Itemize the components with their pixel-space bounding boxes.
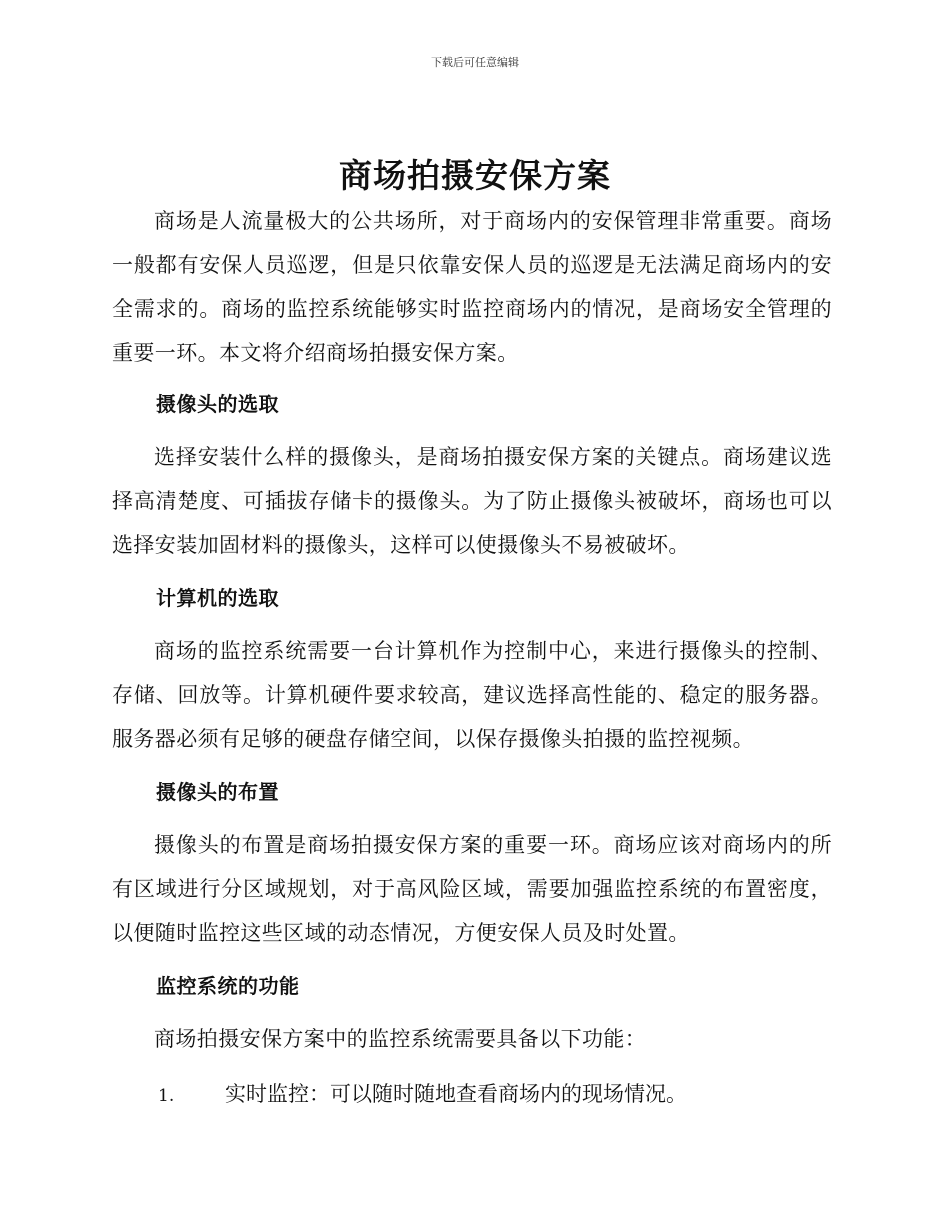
section-body-camera-selection (112, 435, 832, 567)
intro-paragraph-container (112, 199, 832, 375)
section-heading-camera-selection: 摄像头的选取 (156, 392, 279, 416)
header-note: 下载后可任意编辑 (431, 56, 519, 69)
document-title: 商场拍摄安保方案 (339, 156, 611, 195)
list-item (158, 1072, 687, 1118)
section-heading-computer-selection: 计算机的选取 (156, 586, 279, 610)
list-item-text: 实时监控：可以随时随地查看商场内的现场情况。 (225, 1082, 687, 1106)
section-body-camera-layout (112, 823, 832, 955)
intro-paragraph: 商场是人流量极大的公共场所，对于商场内的安保管理非常重要。商场一般都有安保人员巡逻，但是只依靠安保人员的巡逻是无法满足商场内的安全需求的。商场的监控系统能够实时监控商场内的情况，是商场安全管理的重要一环。本文将介绍商场拍摄安保方案。 (112, 209, 832, 365)
list-item-number: 1. (158, 1086, 175, 1106)
section-paragraph: 商场的监控系统需要一台计算机作为控制中心，来进行摄像头的控制、存储、回放等。计算机硬件要求较高，建议选择高性能的、稳定的服务器。服务器必须有足够的硬盘存储空间，以保存摄像头拍摄的监控视频。 (112, 639, 832, 751)
section-heading-monitoring-functions: 监控系统的功能 (156, 974, 300, 998)
section-paragraph: 摄像头的布置是商场拍摄安保方案的重要一环。商场应该对商场内的所有区域进行分区域规划，对于高风险区域，需要加强监控系统的布置密度，以便随时监控这些区域的动态情况，方便安保人员及时处置。 (112, 833, 832, 945)
section-paragraph: 选择安装什么样的摄像头，是商场拍摄安保方案的关键点。商场建议选择高清楚度、可插拔存储卡的摄像头。为了防止摄像头被破坏，商场也可以选择安装加固材料的摄像头，这样可以使摄像头不易被破坏。 (112, 445, 832, 557)
section-paragraph: 商场拍摄安保方案中的监控系统需要具备以下功能： (154, 1027, 647, 1051)
section-body-computer-selection (112, 629, 832, 761)
section-heading-camera-layout: 摄像头的布置 (156, 780, 279, 804)
section-body-monitoring-functions (112, 1017, 832, 1061)
